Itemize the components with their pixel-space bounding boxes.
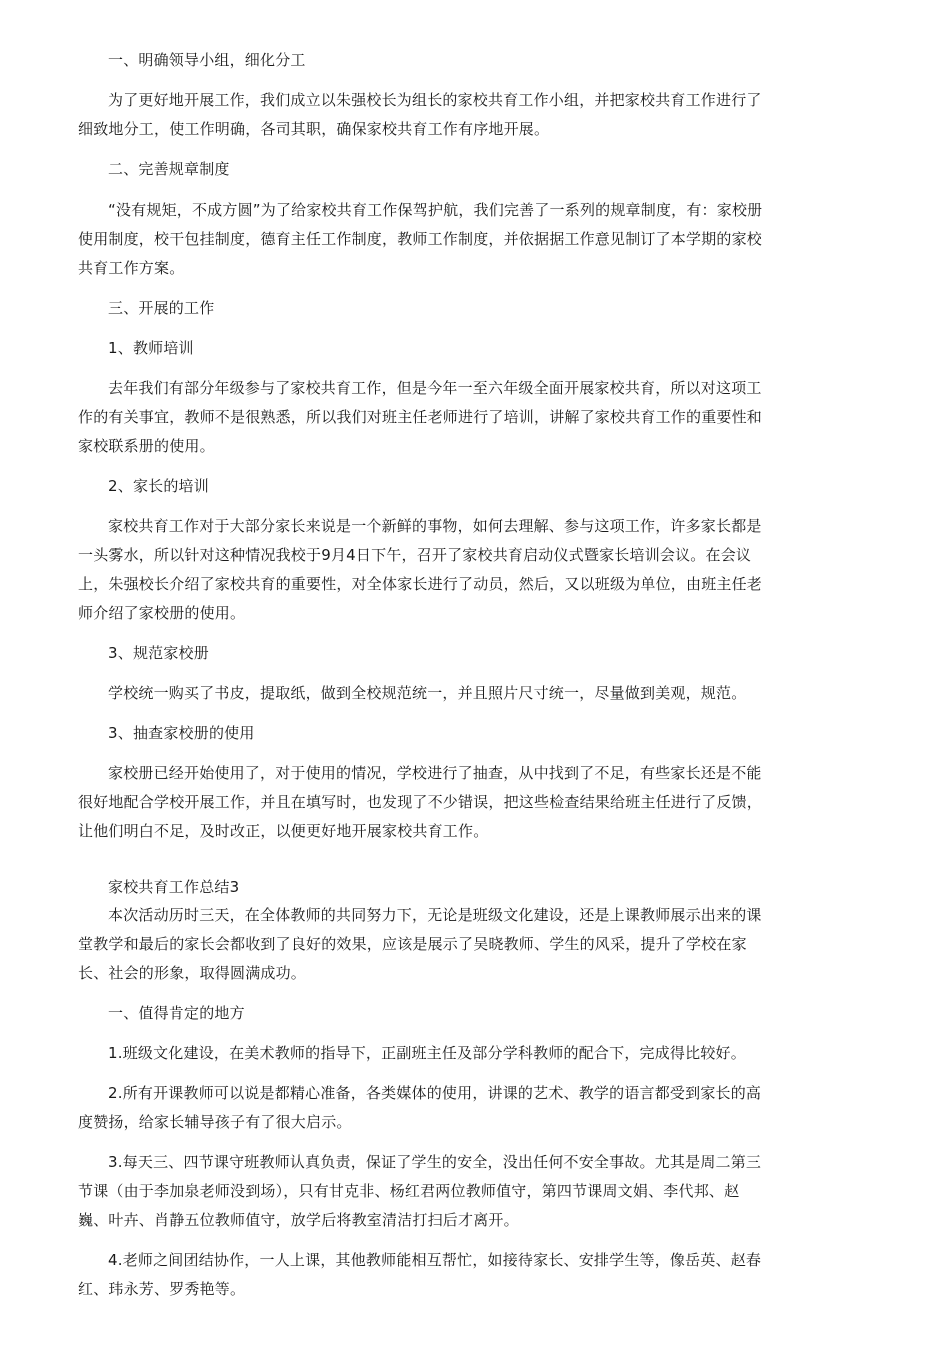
list-item-continuation: 巍、叶卉、肖静五位教师值守，放学后将教室清洁打扫后才离开。 [78, 1211, 519, 1229]
paragraph-line: 本次活动历时三天，在全体教师的共同努力下，无论是班级文化建设，还是上课教师展示出来的课 [108, 906, 762, 924]
list-item: 4.老师之间团结协作，一人上课，其他教师能相互帮忙，如接待家长、安排学生等，像岳英、赵春 [108, 1251, 762, 1269]
subheading: 1、教师培训 [108, 339, 194, 357]
paragraph-line: 细致地分工，使工作明确，各司其职，确保家校共育工作有序地开展。 [78, 120, 550, 138]
paragraph-line: 家校联系册的使用。 [78, 437, 215, 455]
document-title: 家校共育工作总结3 [108, 878, 240, 896]
list-item: 2.所有开课教师可以说是都精心准备，各类媒体的使用，讲课的艺术、教学的语言都受到家长的高 [108, 1084, 762, 1102]
paragraph-line: 一头雾水，所以针对这种情况我校于9月4日下午，召开了家校共育启动仪式暨家长培训会议。在会议 [78, 546, 752, 564]
paragraph-line: 作的有关事宜，教师不是很熟悉，所以我们对班主任老师进行了培训，讲解了家校共育工作的重要性和 [78, 408, 763, 426]
list-item: 1.班级文化建设，在美术教师的指导下，正副班主任及部分学科教师的配合下，完成得比较好。 [108, 1044, 746, 1062]
paragraph-line: 学校统一购买了书皮，提取纸，做到全校规范统一，并且照片尺寸统一，尽量做到美观，规范。 [108, 684, 747, 702]
paragraph-line: 家校共育工作对于大部分家长来说是一个新鲜的事物，如何去理解、参与这项工作，许多家长都是 [108, 517, 762, 535]
subheading: 2、家长的培训 [108, 477, 209, 495]
list-item-continuation: 度赞扬，给家长辅导孩子有了很大启示。 [78, 1113, 352, 1131]
subheading: 3、抽查家校册的使用 [108, 724, 255, 742]
paragraph-line: 去年我们有部分年级参与了家校共育工作，但是今年一至六年级全面开展家校共育，所以对这项工 [108, 379, 762, 397]
heading-section-1: 一、值得肯定的地方 [108, 1004, 245, 1022]
list-item-continuation: 节课（由于李加泉老师没到场），只有甘克非、杨红君两位教师值守，第四节课周文娟、李代邦、赵 [78, 1182, 740, 1200]
heading-section-1: 一、明确领导小组，细化分工 [108, 51, 306, 69]
paragraph-line: 上，朱强校长介绍了家校共育的重要性，对全体家长进行了动员，然后，又以班级为单位，由班主任老 [78, 575, 763, 593]
paragraph-line: 让他们明白不足，及时改正，以便更好地开展家校共育工作。 [78, 822, 489, 840]
paragraph-line: 师介绍了家校册的使用。 [78, 604, 246, 622]
paragraph-line: “没有规矩，不成方圆”为了给家校共育工作保驾护航，我们完善了一系列的规章制度，有：家校册 [108, 201, 763, 219]
paragraph-line: 长、社会的形象，取得圆满成功。 [78, 964, 307, 982]
heading-section-2: 二、完善规章制度 [108, 160, 230, 178]
list-item-continuation: 红、玮永芳、罗秀艳等。 [78, 1280, 246, 1298]
subheading: 3、规范家校册 [108, 644, 209, 662]
heading-section-3: 三、开展的工作 [108, 299, 215, 317]
paragraph-line: 为了更好地开展工作，我们成立以朱强校长为组长的家校共育工作小组，并把家校共育工作进行了 [108, 91, 762, 109]
paragraph-line: 使用制度，校干包挂制度，德育主任工作制度，教师工作制度，并依据据工作意见制订了本学期的家校 [78, 230, 763, 248]
paragraph-line: 共育工作方案。 [78, 259, 185, 277]
paragraph-line: 很好地配合学校开展工作，并且在填写时，也发现了不少错误，把这些检查结果给班主任进行了反馈， [78, 793, 763, 811]
paragraph-line: 堂教学和最后的家长会都收到了良好的效果，应该是展示了吴晓教师、学生的风采，提升了学校在家 [78, 935, 747, 953]
paragraph-line: 家校册已经开始使用了，对于使用的情况，学校进行了抽查，从中找到了不足，有些家长还是不能 [108, 764, 762, 782]
list-item: 3.每天三、四节课守班教师认真负责，保证了学生的安全，没出任何不安全事故。尤其是周二第三 [108, 1153, 762, 1171]
